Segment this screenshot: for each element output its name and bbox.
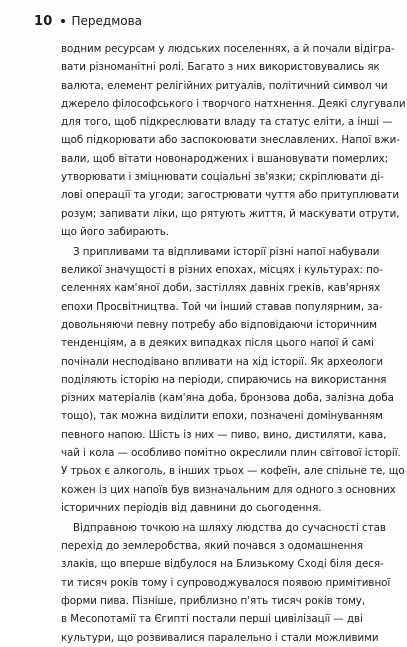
text-line: щоб підкорювати або заспокоювати знеславлених. Напої вжи- (61, 134, 400, 147)
text-line: чай і кола — особливо помітно окреслили плин світової історії. (61, 447, 401, 460)
text-line: форми пива. Пізніше, приблизно п'ять тисяч років тому, (61, 594, 366, 607)
paragraph-3 (61, 519, 391, 647)
text-line: лові операції та угоди; загострювати чуття або притуплювати (61, 189, 399, 202)
text-line: що його забирають. (61, 225, 170, 238)
text-line: Відправною точкою на шляху людства до сучасності став (73, 521, 386, 534)
text-line: для того, щоб підкреслювати владу та статус еліти, а інші — (61, 116, 393, 129)
text-line: селеннях кам'яної доби, застіллях давніх греків, кав'ярнях (61, 282, 381, 295)
text-line: джерело філософського і творчого натхнення. Деякі слугували (61, 97, 406, 110)
text-line: перехід до землеробства, який почався з одомашнення (61, 540, 364, 553)
text-line: З припливами та відпливами історії різні напої набували (73, 245, 380, 258)
text-line: поділяють історію на періоди, спираючись на використання (61, 373, 387, 386)
paragraph-2 (61, 243, 405, 517)
text-line: різних матеріалів (кам'яна доба, бронзова доба, залізна доба (61, 392, 394, 405)
section-title: Передмова (71, 14, 143, 28)
text-line: ти тисяч років тому і супроводжувалося появою примітивної (61, 576, 391, 589)
text-line: тощо), так можна виділити епохи, позначені домінуванням (61, 410, 383, 423)
text-line: почінали несподівано впливати на хід історії. Як археологи (61, 355, 383, 368)
text-line: культури, що розвивалися паралельно і стали можливими (61, 631, 379, 644)
text-line: валюта, елемент релігійних ритуалів, політичний символ чи (61, 79, 388, 92)
text-line: певного напою. Шість із них — пиво, вино, дистиляти, кава, (61, 428, 387, 441)
text-line: злаків, що вперше відбулося на Близькому Сході біля деся- (61, 558, 384, 571)
text-line: вали, щоб вітати новонароджених і вшановувати померлих; (61, 152, 389, 165)
text-line: утворювати і зміцнювати соціальні зв'язки; скріплювати ді- (61, 171, 384, 184)
text-line: водним ресурсам у людських поселеннях, а й почали відігра- (61, 43, 395, 55)
running-head (34, 12, 142, 30)
text-line: кожен із цих напоїв був визначальним для одного з основних (61, 483, 396, 496)
bullet-separator-icon (61, 19, 65, 23)
text-line: вати різноманітні ролі. Багато з них використовувались як (61, 61, 380, 74)
text-line: епохи Просвітництва. Той чи інший ставав популярним, за- (61, 300, 383, 313)
text-line: в Месопотамії та Єгипті постали перші цивілізації — дві (61, 613, 363, 626)
body-text (61, 40, 406, 647)
text-line: великої значущості в різних епохах, місцях і культурах: по- (61, 264, 383, 277)
text-line: історичних періодів від давнини до сьогодення. (61, 501, 322, 514)
paragraph-1 (61, 40, 406, 241)
page-number: 10 (34, 13, 53, 29)
text-line: У трьох є алкоголь, в інших трьох — кофеїн, але спільне те, що (61, 465, 405, 478)
text-line: розум; запивати ліки, що рятують життя, й маскувати отрути, (61, 207, 400, 220)
text-line: тенденціям, а в деяких випадках після цього напої й самі (61, 337, 374, 350)
text-line: довольняючи певну потребу або відповідаючи історичним (61, 318, 377, 331)
